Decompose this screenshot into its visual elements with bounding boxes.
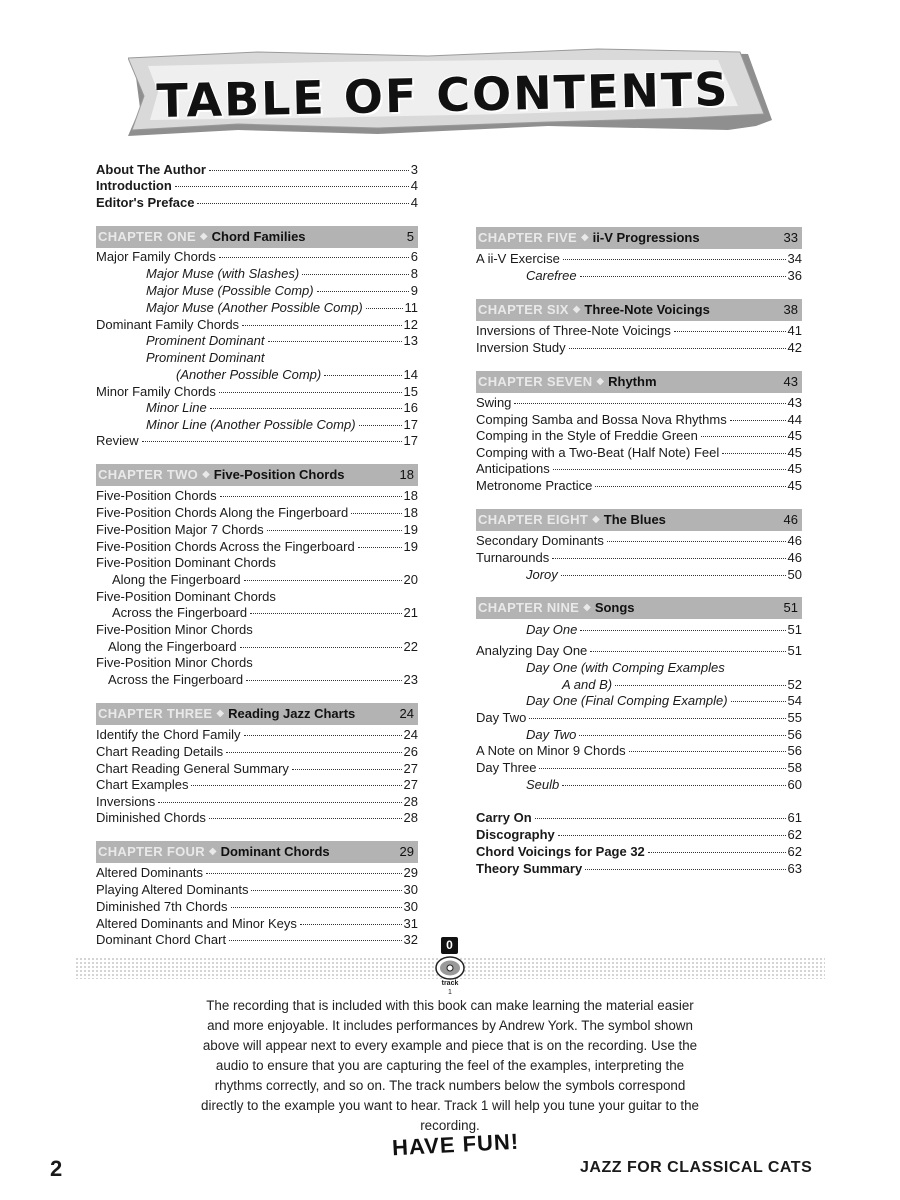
toc-entry[interactable]: Altered Dominants and Minor Keys 31	[96, 916, 418, 931]
track-badge: 0	[441, 937, 458, 954]
diamond-icon: ◆	[596, 375, 605, 387]
diamond-icon: ◆	[216, 707, 225, 719]
chapter-header-four[interactable]: CHAPTER FOUR ◆ Dominant Chords 29	[96, 841, 418, 863]
toc-entry[interactable]: Carry On 61	[476, 810, 802, 825]
toc-entry[interactable]: Turnarounds 46	[476, 550, 802, 565]
toc-entry[interactable]: Five-Position Major 7 Chords 19	[96, 522, 418, 537]
page-title: TABLE OF CONTENTS	[156, 62, 730, 128]
toc-entry[interactable]: Diminished Chords 28	[96, 810, 418, 825]
toc-entry[interactable]: Inversions 28	[96, 794, 418, 809]
have-fun-text: HAVE FUN!	[391, 1128, 520, 1161]
diamond-icon: ◆	[199, 230, 208, 242]
title-banner	[128, 48, 778, 156]
toc-entry[interactable]: Chart Reading General Summary 27	[96, 761, 418, 776]
toc-entry[interactable]: Along the Fingerboard 20	[112, 572, 418, 587]
diamond-icon: ◆	[202, 468, 210, 480]
toc-entry[interactable]: Day Two 55	[476, 710, 802, 725]
chapter-header-two[interactable]: CHAPTER TWO ◆ Five-Position Chords 18	[96, 464, 418, 486]
toc-entry[interactable]: Comping in the Style of Freddie Green 45	[476, 428, 802, 443]
toc-entry[interactable]: Dominant Family Chords 12	[96, 317, 418, 332]
toc-entry[interactable]: Across the Fingerboard 21	[112, 605, 418, 620]
toc-entry-line: Five-Position Minor Chords	[96, 622, 253, 637]
toc-subentry[interactable]: Day Two 56	[526, 727, 802, 742]
toc-subentry[interactable]: Seulb 60	[526, 777, 802, 792]
toc-entry[interactable]: Anticipations 45	[476, 461, 802, 476]
toc-entry-line: Five-Position Dominant Chords	[96, 555, 276, 570]
toc-entry[interactable]: Discography 62	[476, 827, 802, 842]
chapter-header-six[interactable]: CHAPTER SIX ◆ Three-Note Voicings 38	[476, 299, 802, 321]
toc-entry[interactable]: Five-Position Chords Across the Fingerboard 19	[96, 539, 418, 554]
toc-entry[interactable]: A Note on Minor 9 Chords 56	[476, 743, 802, 758]
toc-entry[interactable]: About The Author 3	[96, 162, 418, 177]
chapter-header-three[interactable]: CHAPTER THREE ◆ Reading Jazz Charts 24	[96, 703, 418, 725]
toc-entry[interactable]: Major Family Chords 6	[96, 249, 418, 264]
chapter-header-seven[interactable]: CHAPTER SEVEN ◆ Rhythm 43	[476, 371, 802, 393]
page-number: 2	[50, 1156, 63, 1181]
diamond-icon: ◆	[592, 513, 600, 525]
toc-entry[interactable]: Analyzing Day One 51	[476, 643, 802, 658]
chapter-header-nine[interactable]: CHAPTER NINE ◆ Songs 51	[476, 597, 802, 619]
chapter-header-one[interactable]: CHAPTER ONE ◆ Chord Families 5	[96, 226, 418, 248]
toc-entry[interactable]: Metronome Practice 45	[476, 478, 802, 493]
toc-entry[interactable]: Chord Voicings for Page 32 62	[476, 844, 802, 859]
toc-entry-line: Five-Position Dominant Chords	[96, 589, 276, 604]
track-label: track	[441, 980, 459, 987]
diamond-icon: ◆	[208, 845, 217, 857]
toc-entry[interactable]: Chart Examples 27	[96, 777, 418, 792]
toc-subentry[interactable]: (Another Possible Comp) 14	[176, 367, 418, 382]
chapter-header-eight[interactable]: CHAPTER EIGHT ◆ The Blues 46	[476, 509, 802, 531]
toc-subentry[interactable]: A and B) 52	[562, 677, 802, 692]
diamond-icon: ◆	[572, 303, 581, 315]
toc-subentry[interactable]: Day One 51	[526, 622, 802, 637]
track-number: 1	[448, 989, 452, 996]
toc-subentry-line: Prominent Dominant	[146, 350, 265, 365]
toc-entry[interactable]: Playing Altered Dominants 30	[96, 882, 418, 897]
toc-subentry[interactable]: Minor Line (Another Possible Comp) 17	[146, 417, 418, 432]
toc-subentry[interactable]: Major Muse (with Slashes) 8	[146, 266, 418, 281]
toc-entry[interactable]: Introduction 4	[96, 178, 418, 193]
toc-entry[interactable]: Day Three 58	[476, 760, 802, 775]
toc-entry[interactable]: Secondary Dominants 46	[476, 533, 802, 548]
toc-entry[interactable]: Chart Reading Details 26	[96, 744, 418, 759]
toc-subentry-line: Day One (with Comping Examples	[526, 660, 725, 675]
toc-subentry[interactable]: Major Muse (Possible Comp) 9	[146, 283, 418, 298]
toc-entry[interactable]: Altered Dominants 29	[96, 865, 418, 880]
toc-entry[interactable]: Five-Position Chords Along the Fingerboard 18	[96, 505, 418, 520]
toc-entry[interactable]: Along the Fingerboard 22	[108, 639, 418, 654]
toc-entry[interactable]: Editor's Preface 4	[96, 195, 418, 210]
toc-subentry[interactable]: Joroy 50	[526, 567, 802, 582]
toc-subentry[interactable]: Major Muse (Another Possible Comp) 11	[146, 300, 418, 315]
toc-entry[interactable]: Comping Samba and Bossa Nova Rhythms 44	[476, 412, 802, 427]
toc-entry-line: Five-Position Minor Chords	[96, 655, 253, 670]
toc-entry[interactable]: Diminished 7th Chords 30	[96, 899, 418, 914]
toc-entry[interactable]: Swing 43	[476, 395, 802, 410]
toc-entry[interactable]: Five-Position Chords 18	[96, 488, 418, 503]
toc-entry[interactable]: Across the Fingerboard 23	[108, 672, 418, 687]
toc-entry[interactable]: Dominant Chord Chart 32	[96, 932, 418, 947]
audio-note-paragraph: The recording that is included with this book can make learning the material easier and more enjoyable. It includes performances by Andrew York. The symbol shown above will appear next to every example and piece that is on the recording. Use the audio to ensure that you are capturing the feel of the examples, interpreting the rhythms correctly, and so on. The track numbers below the symbols correspond directly to the example you want to hear. Track 1 will help you tune your guitar to the recording.	[201, 998, 699, 1133]
toc-entry[interactable]: A ii-V Exercise 34	[476, 251, 802, 266]
chapter-header-five[interactable]: CHAPTER FIVE ◆ ii-V Progressions 33	[476, 227, 802, 249]
toc-subentry[interactable]: Minor Line 16	[146, 400, 418, 415]
toc-entry[interactable]: Inversion Study 42	[476, 340, 802, 355]
toc-entry[interactable]: Theory Summary 63	[476, 861, 802, 876]
toc-entry[interactable]: Identify the Chord Family 24	[96, 727, 418, 742]
book-title: JAZZ FOR CLASSICAL CATS	[580, 1159, 813, 1176]
toc-entry[interactable]: Inversions of Three-Note Voicings 41	[476, 323, 802, 338]
diamond-icon: ◆	[580, 231, 589, 243]
toc-entry[interactable]: Review 17	[96, 433, 418, 448]
toc-subentry[interactable]: Day One (Final Comping Example) 54	[526, 693, 802, 708]
toc-subentry[interactable]: Carefree 36	[526, 268, 802, 283]
toc-entry[interactable]: Comping with a Two-Beat (Half Note) Feel 45	[476, 445, 802, 460]
toc-entry[interactable]: Minor Family Chords 15	[96, 384, 418, 399]
diamond-icon: ◆	[583, 601, 591, 613]
cd-icon	[433, 955, 467, 981]
toc-subentry[interactable]: Prominent Dominant 13	[146, 333, 418, 348]
